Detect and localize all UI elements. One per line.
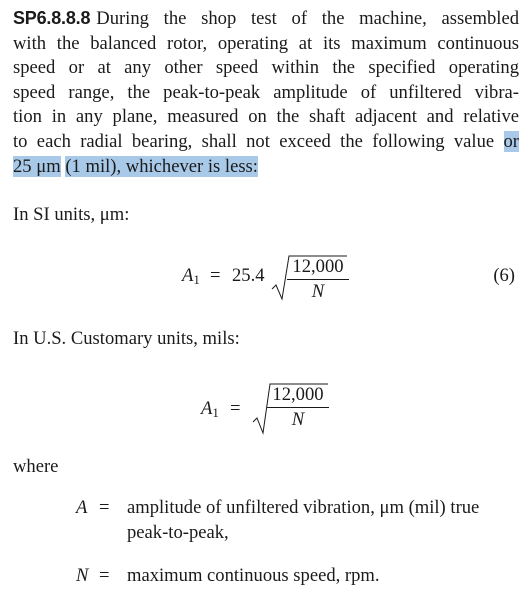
equation-number: (6) <box>493 265 515 286</box>
us-units-label: In U.S. Customary units, mils: <box>13 328 240 349</box>
paragraph-line-5: tion in any plane, measured on the shaft adjacent and relative <box>13 106 519 128</box>
equation-lhs: $A_1$ <box>201 398 219 420</box>
paragraph-line-4: speed range, the peak-to-peak amplitude of unfiltered vibra- <box>13 81 519 103</box>
definition-symbol: N <box>76 565 89 586</box>
text-selection-highlight[interactable]: (1 mil), whichever is less: <box>65 155 258 177</box>
equation-lhs: $A_1$ <box>182 265 200 287</box>
paragraph-line-3: speed or at any other speed within the specified operating <box>13 57 519 79</box>
where-label: where <box>13 456 59 477</box>
equals-sign: = <box>230 398 241 419</box>
equation-si <box>0 248 525 308</box>
fraction <box>287 256 349 304</box>
denominator: N <box>291 409 305 430</box>
section-number: SP6.8.8.8 <box>13 8 91 28</box>
paragraph-line-1: SP6.8.8.8 During the shop test of the machine, assembled <box>13 8 519 29</box>
equation-us <box>0 376 525 436</box>
definition-symbol: A <box>76 497 88 518</box>
si-units-label: In SI units, μm: <box>13 204 130 225</box>
coefficient: 25.4 <box>232 265 265 286</box>
equals-sign: = <box>99 497 110 518</box>
paragraph-line-6: to each radial bearing, shall not exceed the following value or <box>13 130 519 152</box>
section-paragraph <box>13 6 519 179</box>
definition-N <box>76 563 516 589</box>
denominator: N <box>311 281 325 302</box>
equals-sign: = <box>99 565 110 586</box>
numerator: 12,000 <box>287 256 349 280</box>
paragraph-line-2: with the balanced rotor, operating at its maximum continuous <box>13 32 519 54</box>
definition-text: amplitude of unfiltered vibration, μm (mil) true <box>127 497 480 518</box>
definition-text: maximum continuous speed, rpm. <box>127 565 380 586</box>
equals-sign: = <box>210 265 221 286</box>
definition-A <box>76 495 516 547</box>
numerator: 12,000 <box>267 384 329 408</box>
paragraph-line-7 <box>13 155 519 180</box>
fraction <box>267 384 329 432</box>
text-selection-highlight[interactable]: or <box>503 130 519 152</box>
definition-text-continued: peak-to-peak, <box>127 522 229 543</box>
text-selection-highlight[interactable]: μm <box>36 155 61 177</box>
text-selection-highlight[interactable]: 25 <box>13 155 37 177</box>
